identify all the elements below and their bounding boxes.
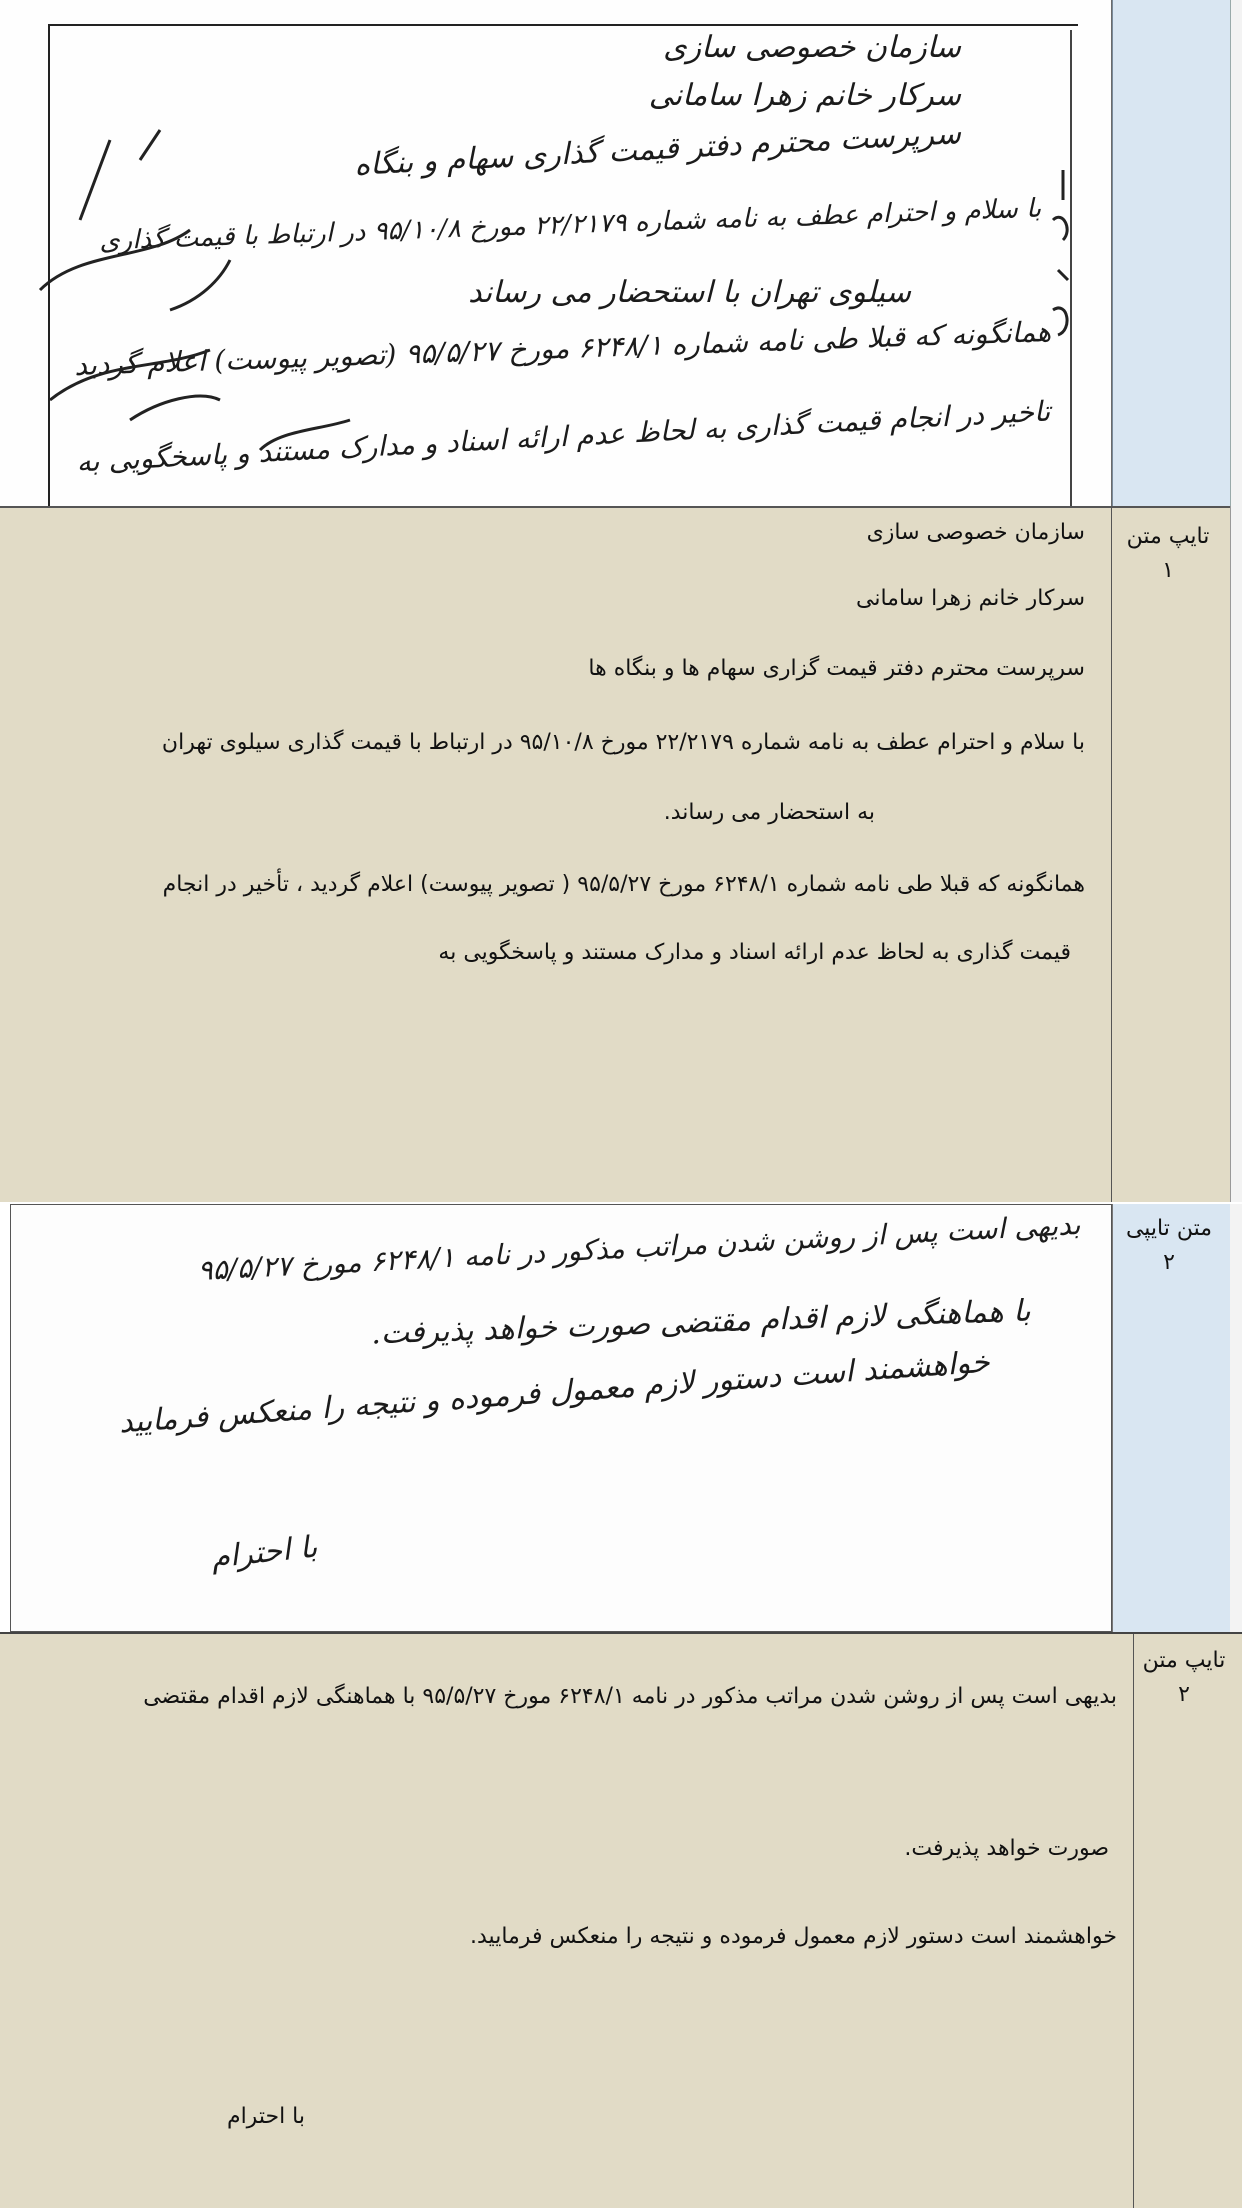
- hw-line: با احترام: [209, 1529, 319, 1576]
- hw-line: خواهشمند است دستور لازم معمول فرموده و نتیجه را منعکس فرمایید: [118, 1344, 992, 1441]
- typed-line: با احترام: [226, 2104, 305, 2129]
- typed-line: سرپرست محترم دفتر قیمت گزاری سهام ها و بنگاه ها: [588, 656, 1085, 681]
- hw-line: با سلام و احترام عطف به نامه شماره ۲۲/۲۱۷۹ مورخ ۹۵/۱۰/۸ در ارتباط با قیمت گذاری: [98, 193, 1042, 257]
- hw-line: سرکار خانم زهرا سامانی: [648, 78, 961, 113]
- typed-line: قیمت گذاری به لحاظ عدم ارائه اسناد و مدارک مستند و پاسخگویی به: [438, 940, 1071, 965]
- handwritten-scan-2: [10, 1204, 1112, 1632]
- right-edge-1: [1230, 0, 1242, 506]
- typed-line: همانگونه که قبلا طی نامه شماره ۶۲۴۸/۱ مورخ ۹۵/۵/۲۷ ( تصویر پیوست) اعلام گردید ، تأخیر در انجام: [162, 872, 1085, 897]
- hw-line: با هماهنگی لازم اقدام مقتضی صورت خواهد پذیرفت.: [370, 1293, 1032, 1352]
- right-edge-2: [1230, 506, 1242, 1202]
- hw-line: سرپرست محترم دفتر قیمت گذاری سهام و بنگاه: [353, 116, 962, 183]
- typed-text-panel-1: [0, 506, 1112, 1202]
- side-column-1: [1112, 0, 1230, 506]
- scan-frame-top: [48, 24, 1078, 26]
- right-edge-3: [1230, 1204, 1242, 1632]
- side-column-4: [1134, 1634, 1242, 2208]
- typed-line: به استحضار می رساند.: [663, 800, 875, 825]
- typed-line: بدیهی است پس از روشن شدن مراتب مذکور در نامه ۶۲۴۸/۱ مورخ ۹۵/۵/۲۷ با هماهنگی لازم اقدام مقتضی: [143, 1684, 1117, 1709]
- section-label-scan-2: متن تایپی ۲: [1125, 1216, 1213, 1275]
- typed-line: با سلام و احترام عطف به نامه شماره ۲۲/۲۱۷۹ مورخ ۹۵/۱۰/۸ در ارتباط با قیمت گذاری سیلوی تهران: [161, 730, 1085, 755]
- pen-strokes: [20, 100, 380, 500]
- hw-line: سازمان خصوصی سازی: [663, 30, 961, 65]
- typed-line: خواهشمند است دستور لازم معمول فرموده و نتیجه را منعکس فرمایید.: [470, 1924, 1117, 1949]
- typed-line: سازمان خصوصی سازی: [866, 520, 1085, 545]
- typed-line: صورت خواهد پذیرفت.: [904, 1836, 1109, 1861]
- typed-line: سرکار خانم زهرا سامانی: [856, 586, 1085, 611]
- hw-line: تاخیر در انجام قیمت گذاری به لحاظ عدم ارائه اسناد و مدارک مستند و پاسخگویی به: [75, 394, 1052, 479]
- typed-text-panel-2: [0, 1634, 1134, 2208]
- margin-note: [1033, 160, 1093, 360]
- section-label-typed-1: تایپ متن ۱: [1126, 524, 1210, 583]
- side-column-2: [1112, 506, 1230, 1202]
- side-column-3: [1112, 1204, 1230, 1632]
- hw-line: بدیهی است پس از روشن شدن مراتب مذکور در نامه ۶۲۴۸/۱ مورخ ۹۵/۵/۲۷: [196, 1207, 1082, 1288]
- hw-line: سیلوی تهران با استحضار می رساند: [468, 275, 911, 310]
- hw-line: همانگونه که قبلا طی نامه شماره ۶۲۴۸/۱ مورخ ۹۵/۵/۲۷ (تصویر پیوست) اعلام گردید: [73, 314, 1052, 383]
- section-label-typed-2: تایپ متن ۲: [1142, 1648, 1226, 1707]
- handwritten-scan-1: [0, 0, 1112, 506]
